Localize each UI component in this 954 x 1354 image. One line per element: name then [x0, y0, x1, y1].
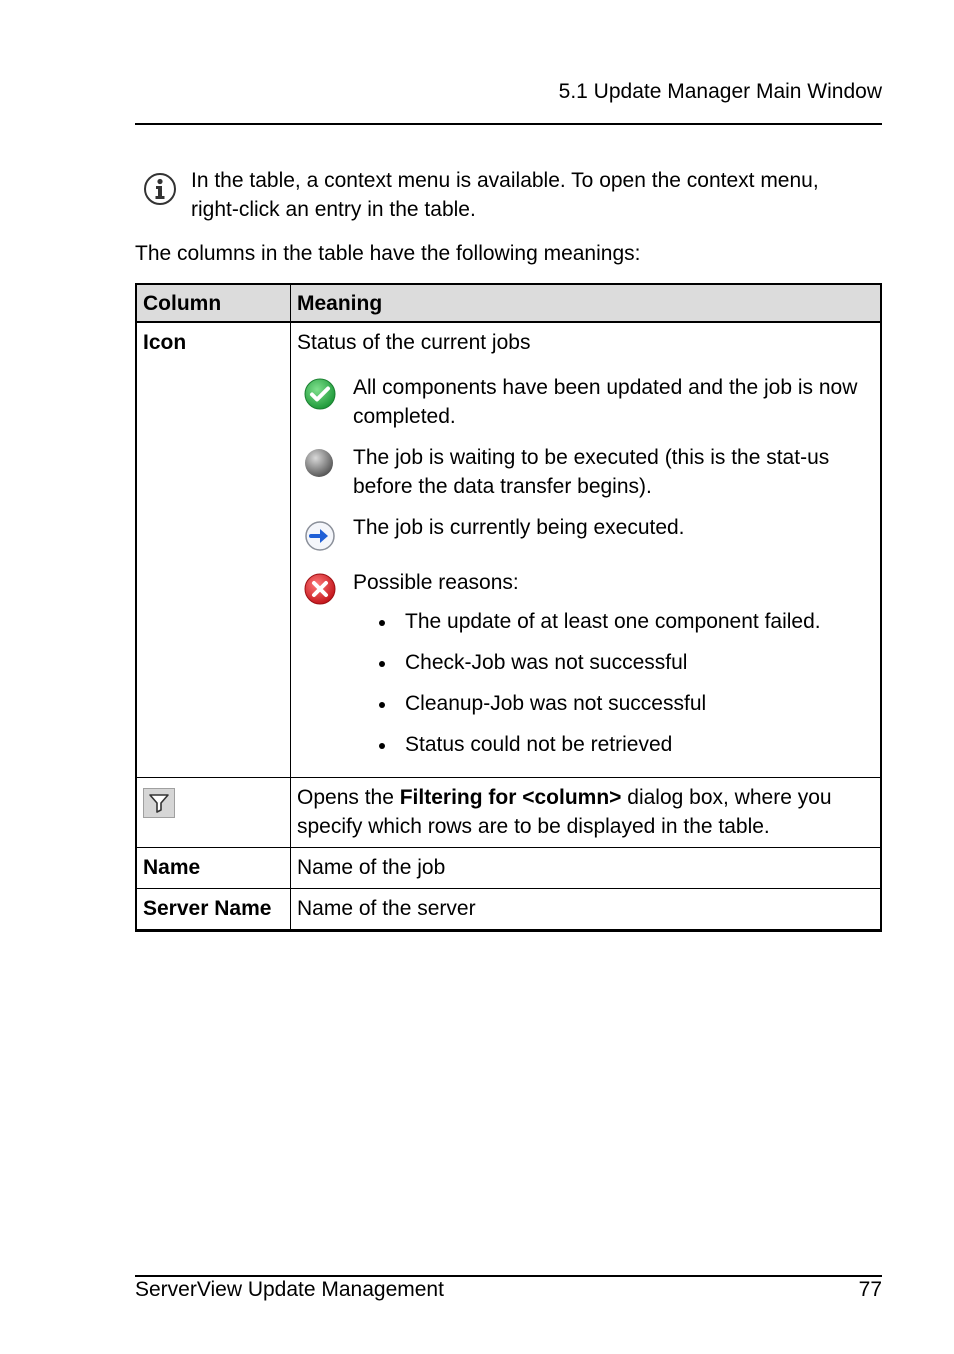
note-text: In the table, a context menu is available. To open the context menu, right-click an entry in the table.: [191, 169, 819, 221]
row-name-label: Name: [136, 848, 291, 889]
blue-arrow-icon: [303, 517, 337, 551]
status-failed: [297, 568, 874, 759]
header-column: Column: [136, 284, 291, 322]
list-item: Cleanup-Job was not successful: [405, 689, 874, 718]
grey-circle-icon: [303, 447, 337, 481]
header-meaning: Meaning: [291, 284, 882, 322]
table-row: [136, 778, 881, 848]
status-completed: [297, 373, 874, 431]
table-row: [136, 322, 881, 778]
reasons-list: [353, 607, 874, 759]
list-item: Status could not be retrieved: [405, 730, 874, 759]
row-filter-label: [136, 778, 291, 848]
row-name-meaning: Name of the job: [291, 848, 882, 889]
status-executing: [297, 513, 874, 542]
status-lead: Status of the current jobs: [297, 331, 531, 354]
status-waiting: [297, 443, 874, 501]
page-number: 77: [858, 1278, 882, 1301]
row-server-meaning: Name of the server: [291, 889, 882, 931]
header-rule: [135, 123, 882, 125]
table-header-row: [136, 284, 881, 322]
info-icon: [143, 172, 177, 206]
red-x-icon: [303, 572, 337, 606]
status-text: The job is currently being executed.: [353, 516, 685, 539]
row-icon-label: Icon: [136, 322, 291, 778]
list-item: The update of at least one component failed.: [405, 607, 874, 636]
row-server-label: Server Name: [136, 889, 291, 931]
status-text: Possible reasons:: [353, 571, 519, 594]
filter-text-after: dialog box, where you specify which rows are to be displayed in the table.: [297, 786, 832, 838]
footer-product: ServerView Update Management: [135, 1278, 444, 1301]
table-row: [136, 889, 881, 931]
status-text: All components have been updated and the job is now completed.: [353, 376, 858, 428]
running-header: 5.1 Update Manager Main Window: [558, 80, 882, 103]
filter-icon: [143, 788, 175, 818]
intro-text: The columns in the table have the following meanings:: [135, 242, 641, 265]
list-item: Check-Job was not successful: [405, 648, 874, 677]
row-filter-meaning: [291, 778, 882, 848]
filter-text-before: Opens the: [297, 786, 400, 809]
columns-table: [135, 283, 882, 932]
table-row: [136, 848, 881, 889]
status-text: The job is waiting to be executed (this is the stat-us before the data transfer begins).: [353, 446, 830, 498]
filter-dialog-name: Filtering for <column>: [399, 786, 622, 809]
row-icon-meaning: [291, 322, 882, 778]
green-check-icon: [303, 377, 337, 411]
